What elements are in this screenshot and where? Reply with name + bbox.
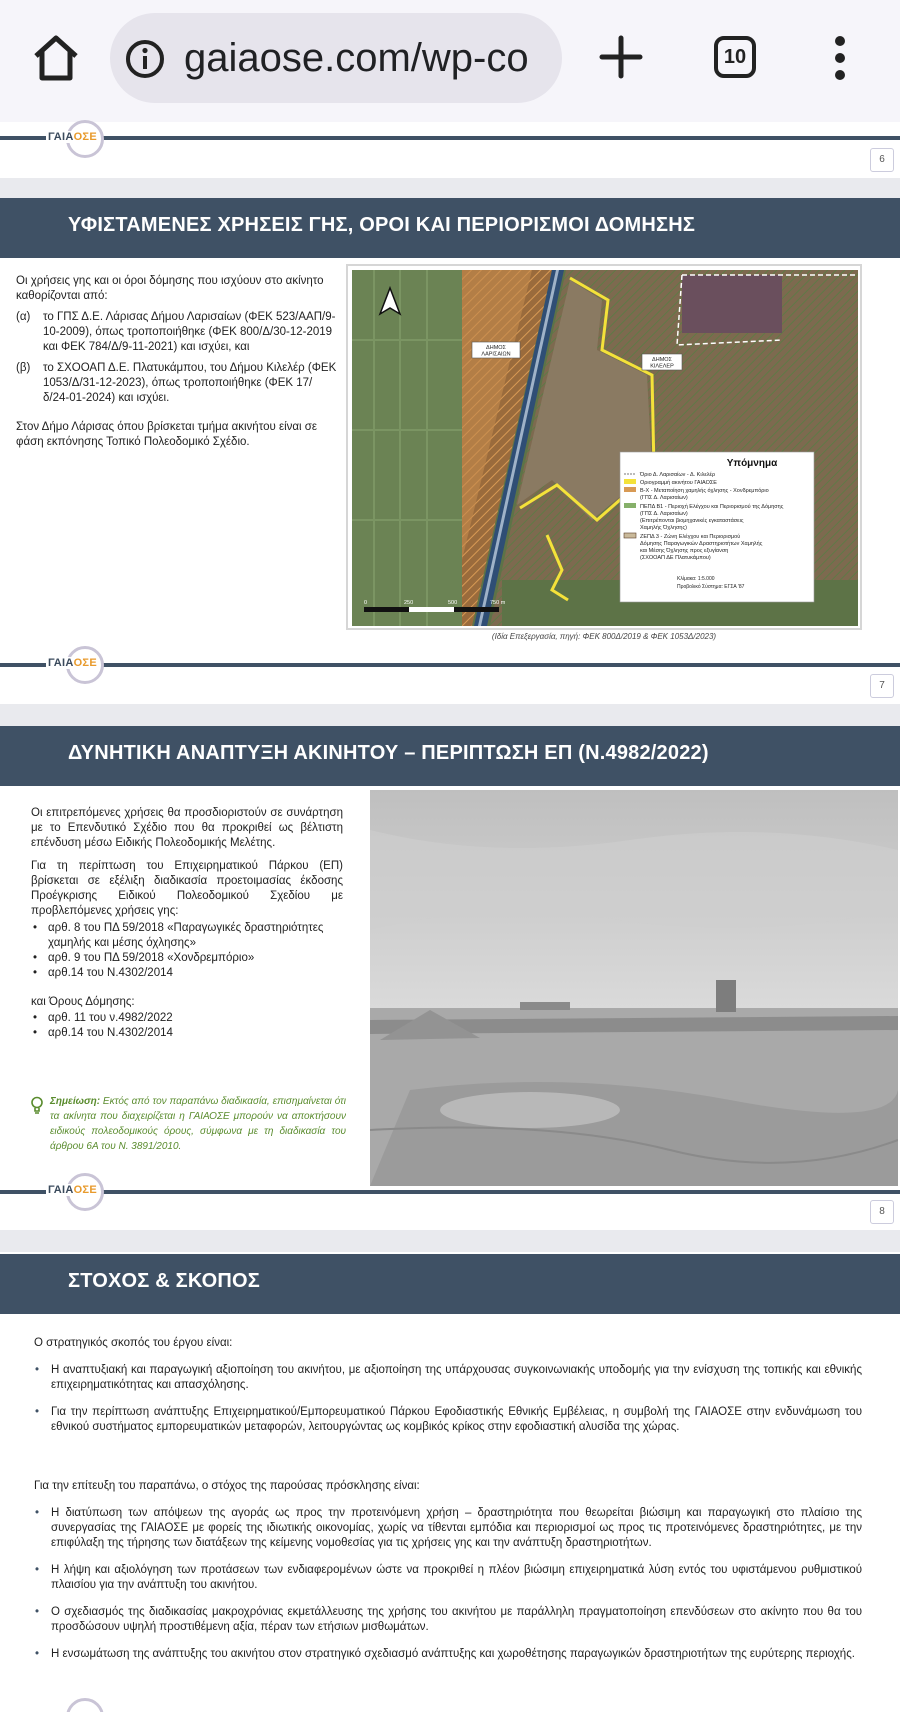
page-number: 8 xyxy=(870,1200,894,1224)
goals-section: Ο στρατηγικός σκοπός του έργου είναι: • Η αναπτυξιακή και παραγωγική αξιοποίηση του ακινήτου, με αξιοποίηση της υπάρχουσας συγκοινωνιακής υποδομής για την ενίσχυση της τοπικής και εθνικής επιχειρηματικότητας και απασχόλησης. • Για την περίπτωση ανάπτυξης Επιχειρηματικού/Εμπορευματικού Πάρκου Εφοδιαστικής Εθνικής Εμβέλειας, η συμβολή της ΓΑΙΑΟΣΕ στην ενδυνάμωση του εθνικού συστήματος εμπορευματικών μεταφορών, λειτουργώντας ως κομβικός κρίκος στην εφοδιαστική αλυσίδα της χώρας. Για την επίτευξη του παραπάνω, ο στόχος της παρούσας πρόσκλησης είναι: • Η διατύπωση των απόψεων της αγοράς ως προς την προτεινόμενη χρήση – δραστηριότητα που θεωρείται βιώσιμη και παραγωγική στο πλαίσιο της συνεργασίας της ΓΑΙΑΟΣΕ με φορείς της ιδιωτικής οικονομίας, χωρίς να τίθενται εμπόδια και περιορισμοί ως προς τις προτεινόμενες δραστηριότητες, με την επιφύλαξη της τήρησης των διατάξεων της κείμενης νομοθεσίας για τις χρήσεις γης και την ανάπτυξη δραστηριοτήτων. • Η λήψη και αξιολόγηση των προτάσεων των ενδιαφερομένων ώστε να προκριθεί η πλέον βιώσιμη επιχειρηματικά λύση εντός του υφιστάμενου ρυθμιστικού πλαισίου για την ανάπτυξη του ακινήτου. • Ο σχεδιασμός της διαδικασίας μακροχρόνιας εκμετάλλευσης της χρήσης του ακινήτου με παράλληλη πραγματοποίηση επενδύσεων στο ακίνητο που θα του προσδώσουν υψηλή προστιθέμενη αξία, πέραν των ετήσιων μισθωμάτων. • Η ενσωμάτωση της ανάπτυξης του ακινήτου στον στρατηγικό σχεδιασμό ανάπτυξης και χωροθέτησης παραγωγικών δραστηριοτήτων της ευρύτερης περιοχής. xyxy=(34,1336,862,1674)
svg-text:ΖΕΠΔ 3 - Ζώνη Ελέγχου και Περι: ΖΕΠΔ 3 - Ζώνη Ελέγχου και Περιορισμού xyxy=(640,534,741,540)
new-tab-icon[interactable] xyxy=(596,32,646,82)
gaiaose-logo-partial xyxy=(46,1698,106,1712)
page-6-footer-rule xyxy=(0,136,900,140)
list-item: • Η ενσωμάτωση της ανάπτυξης του ακινήτου στον στρατηγικό σχεδιασμό ανάπτυξης και χωροθέτησης παραγωγικών δραστηριοτήτων της ευρύτερης περιοχής. xyxy=(34,1647,862,1662)
lightbulb-icon xyxy=(30,1096,44,1116)
development-text: Οι επιτρεπόμενες χρήσεις θα προσδιοριστούν σε συνάρτηση με το Επενδυτικό Σχέδιο που θα προκριθεί ως βέλτιστη επένδυση μέσω Ειδικής Πολεοδομικής Μελέτης. Για τη περίπτωση του Επιχειρηματικού Πάρκου (ΕΠ) βρίσκεται σε εξέλιξη διαδικασία προετοιμασίας έκδοσης Προέγκρισης Ειδικού Πολεοδομικού Σχεδίου με προβλεπόμενες χρήσεις γης: • αρθ. 8 του ΠΔ 59/2018 «Παραγωγικές δραστηριότητες χαμηλής και μέσης όχλησης» • αρθ. 9 του ΠΔ 59/2018 «Χονδρεμπόριο» • αρθ.14 του Ν.4302/2014 και Όρους Δόμησης: • αρθ. 11 του ν.4982/2022 • αρθ.14 του Ν.4302/2014 xyxy=(31,806,343,1055)
scale-text: Κλίμακα: 1:5.000 xyxy=(677,576,715,582)
intro-paragraph: Οι χρήσεις γης και οι όροι δόμησης που ισχύουν στο ακίνητο καθορίζονται από: xyxy=(16,275,324,302)
svg-text:και Μέσης Όχλησης προς εξυγίαν: και Μέσης Όχλησης προς εξυγίανση xyxy=(640,548,729,554)
svg-text:(ΓΠΣ Δ. Λαρισαίων): (ΓΠΣ Δ. Λαρισαίων) xyxy=(640,511,688,517)
list-item: • αρθ. 11 του ν.4982/2022 xyxy=(31,1011,343,1026)
map-label-larisa: ΔΗΜΟΣ xyxy=(486,345,506,351)
url-text[interactable]: gaiaose.com/wp-co xyxy=(184,36,529,80)
svg-text:(ΣΧΟΟΑΠ ΔΕ Πλατυκάμπου): (ΣΧΟΟΑΠ ΔΕ Πλατυκάμπου) xyxy=(640,555,711,561)
page-7-footer-rule xyxy=(0,663,900,667)
map-label-kileler: ΔΗΜΟΣ xyxy=(652,357,672,363)
page-8-footer-rule xyxy=(0,1190,900,1194)
list-item: • Για την περίπτωση ανάπτυξης Επιχειρηματικού/Εμπορευματικού Πάρκου Εφοδιαστικής Εθνικής Εμβέλειας, η συμβολή της ΓΑΙΑΟΣΕ στην ενδυνάμωση του εθνικού συστήματος εμπορευματικών μεταφορών, λειτουργώντας ως κομβικός κρίκος στην εφοδιαστική αλυσίδα της χώρας. xyxy=(34,1405,862,1435)
zoning-map xyxy=(352,270,858,626)
building-terms-list xyxy=(31,1011,343,1041)
list-item: • Ο σχεδιασμός της διαδικασίας μακροχρόνιας εκμετάλλευσης της χρήσης του ακινήτου με παράλληλη πραγματοποίηση επενδύσεων στο ακίνητο που θα του προσδώσουν υψηλή προστιθέμενη αξία, πέραν των ετήσιων μισθωμάτων. xyxy=(34,1605,862,1635)
svg-text:(Επιτρέπονται βιομηχανικές εγκ: (Επιτρέπονται βιομηχανικές εγκαταστάσεις xyxy=(640,518,744,524)
closing-paragraph: Στον Δήμο Λάρισας όπου βρίσκεται τμήμα ακινήτου είναι σε φάση εκπόνησης Τοπικό Πολεοδομικό Σχέδιο. xyxy=(16,421,318,448)
map-legend xyxy=(620,452,814,602)
svg-text:ΠΕΠΔ Β1 - Περιοχή Ελέγχου και: ΠΕΠΔ Β1 - Περιοχή Ελέγχου και Περιορισμού της Δόμησης xyxy=(640,504,784,510)
site-photo xyxy=(370,790,898,1186)
list-item: • Η διατύπωση των απόψεων της αγοράς ως προς την προτεινόμενη χρήση – δραστηριότητα που θεωρείται βιώσιμη και παραγωγική στο πλαίσιο της συνεργασίας της ΓΑΙΑΟΣΕ με φορείς της ιδιωτικής οικονομίας, χωρίς να τίθενται εμπόδια και περιορισμοί ως προς τις προτεινόμενες δραστηριότητες, με την επιφύλαξη της τήρησης των διατάξεων της κείμενης νομοθεσίας για τις χρήσεις γης και την ανάπτυξη δραστηριοτήτων. xyxy=(34,1506,862,1551)
svg-text:ΛΑΡΙΣΑΙΩΝ: ΛΑΡΙΣΑΙΩΝ xyxy=(481,351,511,358)
page-6-footer xyxy=(0,122,900,178)
list-item: • αρθ. 8 του ΠΔ 59/2018 «Παραγωγικές δραστηριότητες χαμηλής και μέσης όχλησης» xyxy=(31,921,343,951)
info-icon[interactable] xyxy=(124,38,166,80)
tab-switcher-button[interactable]: 10 xyxy=(714,36,756,78)
page-title: ΥΦΙΣΤΑΜΕΝΕΣ ΧΡΗΣΕΙΣ ΓΗΣ, ΟΡΟΙ ΚΑΙ ΠΕΡΙΟΡΙΣΜΟΙ ΔΟΜΗΣΗΣ xyxy=(68,214,696,236)
svg-text:Δόμησης Παραγωγικών Δραστηριοτ: Δόμησης Παραγωγικών Δραστηριοτήτων Χαμηλής xyxy=(640,541,763,547)
map-caption: (Ιδία Επεξεργασία, πηγή: ΦΕΚ 800Δ/2019 & ΦΕΚ 1053Δ/2023) xyxy=(491,632,717,641)
goals-list xyxy=(34,1363,862,1435)
list-item: • αρθ.14 του Ν.4302/2014 xyxy=(31,966,343,981)
list-item: (α) το ΓΠΣ Δ.Ε. Λάρισας Δήμου Λαρισαίων (ΦΕΚ 523/ΑΑΠ/9-10-2009), όπως τροποποιήθηκε (ΦΕΚ 800/Δ/30-12-2019 και ΦΕΚ 784/Δ/9-11-2021) και ισχύει, και xyxy=(16,311,336,353)
menu-icon[interactable] xyxy=(832,36,848,84)
gaiaose-logo: ΓΑΙΑΟΣΕ xyxy=(46,646,106,686)
list-item: • αρθ. 9 του ΠΔ 59/2018 «Χονδρεμπόριο» xyxy=(31,951,343,966)
svg-text:500: 500 xyxy=(448,600,458,606)
svg-text:750 m: 750 m xyxy=(490,600,506,606)
objectives-list xyxy=(34,1506,862,1662)
browser-toolbar xyxy=(0,0,900,122)
legend-title: Υπόμνημα xyxy=(726,458,778,469)
svg-text:(ΓΠΣ Δ. Λαρισαίων): (ΓΠΣ Δ. Λαρισαίων) xyxy=(640,495,688,501)
list-item: (β) το ΣΧΟΟΑΠ Δ.Ε. Πλατυκάμπου, του Δήμου Κιλελέρ (ΦΕΚ 1053/Δ/31-12-2023), όπως τροποποιήθηκε (ΦΕΚ 17/δ/24-01-2024) και ισχύει. xyxy=(16,362,337,404)
land-use-text xyxy=(16,274,338,456)
list-item: • Η αναπτυξιακή και παραγωγική αξιοποίηση του ακινήτου, με αξιοποίηση της υπάρχουσας συγκοινωνιακής υποδομής για την ενίσχυση της τοπικής και εθνικής επιχειρηματικότητας και απασχόλησης. xyxy=(34,1363,862,1393)
page-title: ΣΤΟΧΟΣ & ΣΚΟΠΟΣ xyxy=(68,1270,260,1292)
list-item: • Η λήψη και αξιολόγηση των προτάσεων των ενδιαφερομένων ώστε να προκριθεί η πλέον βιώσιμη επιχειρηματικά λύση εντός του υφιστάμενου ρυθμιστικού πλαισίου για την ανάπτυξη του ακινήτου. xyxy=(34,1563,862,1593)
page-7-title-banner xyxy=(0,198,900,258)
list-item: • αρθ.14 του Ν.4302/2014 xyxy=(31,1026,343,1041)
page-number: 7 xyxy=(870,674,894,698)
home-icon[interactable] xyxy=(28,30,84,86)
svg-text:Οριογραμμή ακινήτου ΓΑΙΑΟΣΕ: Οριογραμμή ακινήτου ΓΑΙΑΟΣΕ xyxy=(640,480,717,486)
page-8-title-banner xyxy=(0,726,900,786)
svg-text:Χαμηλής Όχλησης): Χαμηλής Όχλησης) xyxy=(640,525,687,531)
page-number: 6 xyxy=(870,148,894,172)
svg-text:250: 250 xyxy=(404,600,414,606)
svg-text:ΚΙΛΕΛΕΡ: ΚΙΛΕΛΕΡ xyxy=(650,363,674,370)
note: Σημείωση: Εκτός από τον παραπάνω διαδικασία, επισημαίνεται ότι τα ακίνητα που διαχειρίζεται η ΓΑΙΑΟΣΕ μπορούν να αποκτήσουν ειδικούς πολεοδομικούς όρους, σύμφωνα με τη διαδικασία του άρθρου 6Α του Ν. 3891/2010. xyxy=(30,1094,346,1154)
gaiaose-logo: ΓΑΙΑΟΣΕ xyxy=(46,120,106,160)
gaiaose-logo: ΓΑΙΑΟΣΕ xyxy=(46,1173,106,1213)
land-uses-list xyxy=(31,921,343,981)
address-bar[interactable] xyxy=(110,13,562,103)
svg-text:Όριο Δ. Λαρισαίων - Δ. Κιλελέρ: Όριο Δ. Λαρισαίων - Δ. Κιλελέρ xyxy=(640,472,716,478)
zoning-map-frame xyxy=(346,264,862,630)
page-9-title-banner xyxy=(0,1254,900,1314)
svg-text:0: 0 xyxy=(364,600,368,606)
svg-text:Β-Χ - Μεταποίηση χαμηλής όχλησ: Β-Χ - Μεταποίηση χαμηλής όχλησης - Χονδρεμπόριο xyxy=(640,488,769,494)
projection-text: Προβολικό Σύστημα: ΕΓΣΑ '87 xyxy=(677,584,745,590)
page-title: ΔΥΝΗΤΙΚΗ ΑΝΑΠΤΥΞΗ ΑΚΙΝΗΤΟΥ – ΠΕΡΙΠΤΩΣΗ ΕΠ (Ν.4982/2022) xyxy=(68,742,709,764)
